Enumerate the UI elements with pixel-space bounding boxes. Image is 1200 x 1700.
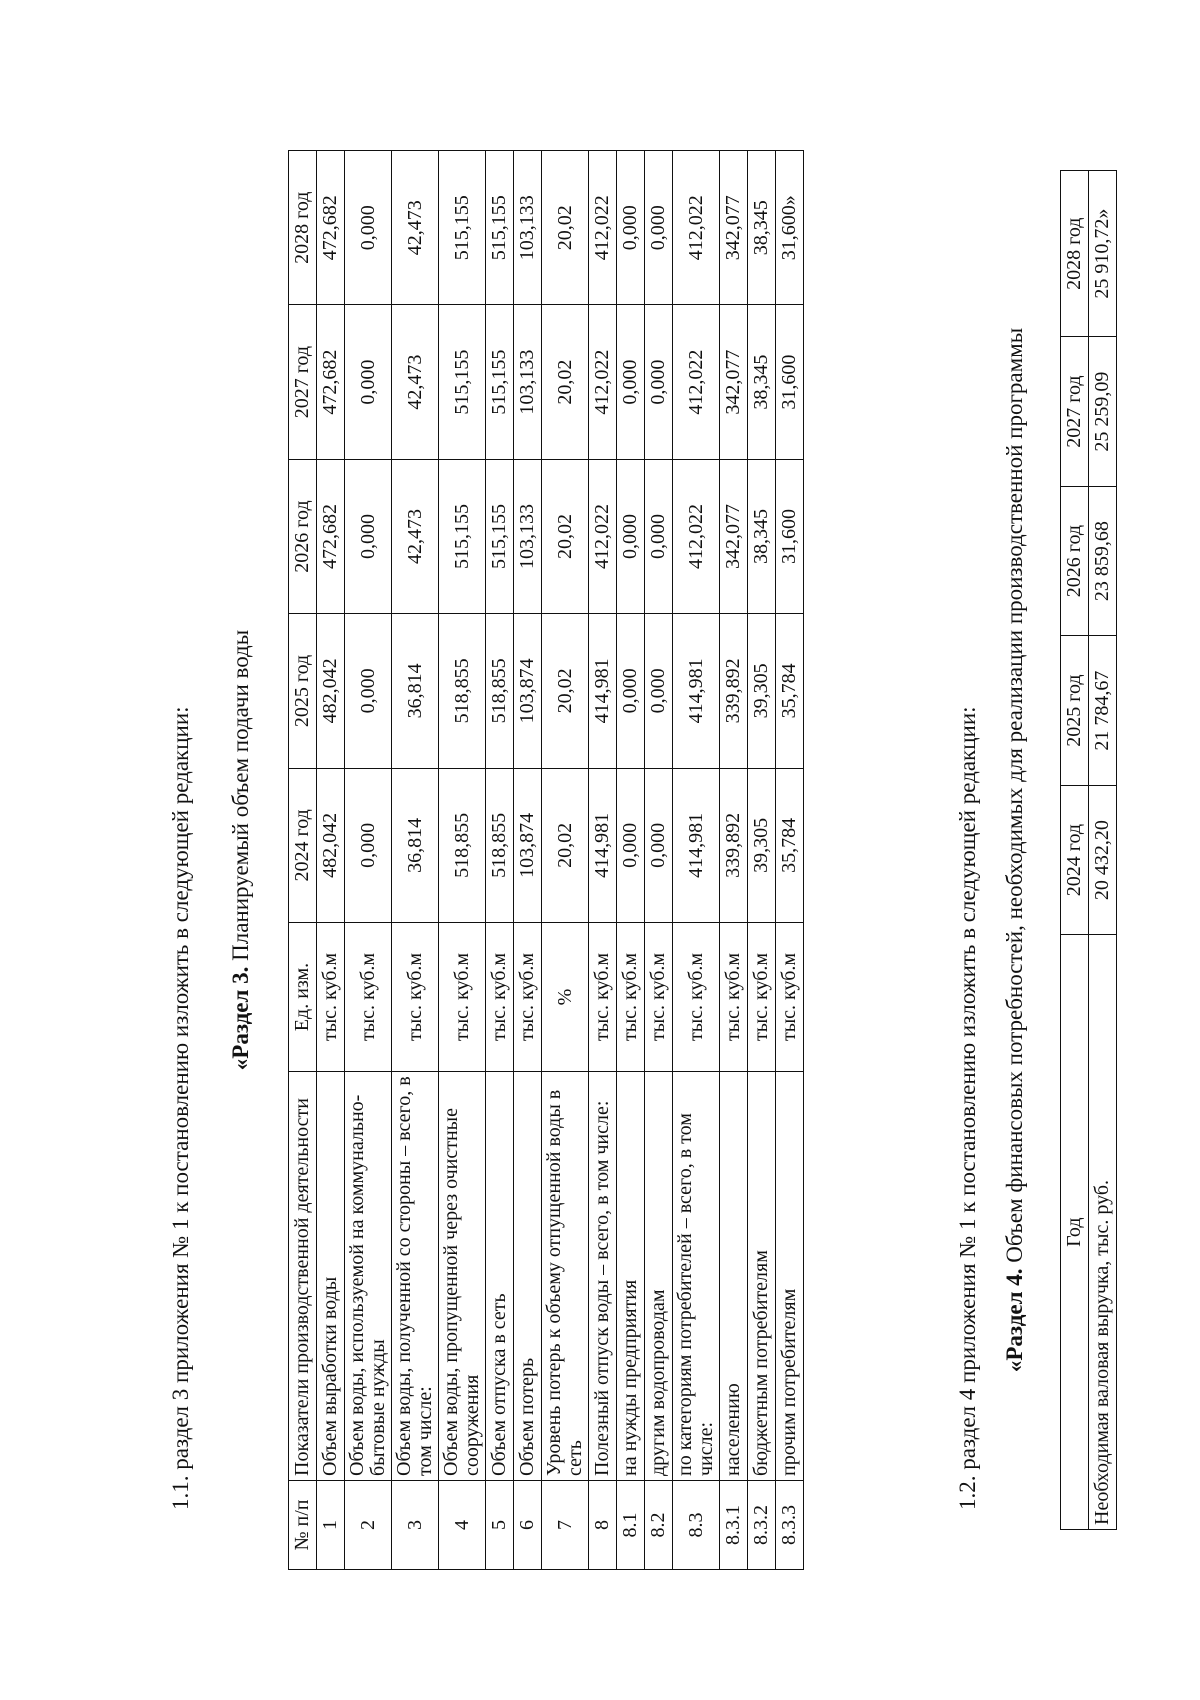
value-cell: 342,077 bbox=[720, 305, 748, 459]
row-number: 8.3.3 bbox=[776, 1481, 804, 1570]
row-unit: тыс. куб.м bbox=[345, 923, 392, 1072]
value-cell: 20,02 bbox=[542, 459, 589, 613]
table-header-row bbox=[289, 151, 317, 1570]
table-row bbox=[486, 151, 514, 1570]
row-number: 8 bbox=[589, 1481, 617, 1570]
value-cell: 0,000 bbox=[345, 305, 392, 459]
row-name: Уровень потерь к объему отпущенной воды в сеть bbox=[542, 1072, 589, 1481]
row-name: прочим потребителям bbox=[776, 1072, 804, 1481]
value-cell: 103,874 bbox=[514, 614, 542, 768]
row-name: Объем воды, пропущенной через очистные сооружения bbox=[439, 1072, 486, 1481]
row-number: 3 bbox=[392, 1481, 439, 1570]
value-cell: 518,855 bbox=[439, 614, 486, 768]
value-cell: 515,155 bbox=[439, 151, 486, 305]
row-number: 2 bbox=[345, 1481, 392, 1570]
header-cell: 2027 год bbox=[1061, 337, 1089, 487]
value-cell: 472,682 bbox=[317, 459, 345, 613]
row-number: 8.3.2 bbox=[748, 1481, 776, 1570]
value-cell: 35,784 bbox=[776, 768, 804, 922]
value-cell: 103,874 bbox=[514, 768, 542, 922]
row-label: Необходимая валовая выручка, тыс. руб. bbox=[1089, 935, 1117, 1530]
header-cell: 2028 год bbox=[1061, 171, 1089, 337]
value-cell: 35,784 bbox=[776, 614, 804, 768]
value-cell: 0,000 bbox=[645, 459, 673, 613]
water-supply-table bbox=[288, 150, 804, 1570]
value-cell: 412,022 bbox=[673, 305, 720, 459]
row-name: на нужды предприятия bbox=[617, 1072, 645, 1481]
value-cell: 42,473 bbox=[392, 459, 439, 613]
row-name: другим водопроводам bbox=[645, 1072, 673, 1481]
header-cell: 2025 год bbox=[1061, 636, 1089, 786]
value-cell: 0,000 bbox=[345, 459, 392, 613]
row-number: 8.3 bbox=[673, 1481, 720, 1570]
value-cell: 0,000 bbox=[645, 614, 673, 768]
row-unit: тыс. куб.м bbox=[617, 923, 645, 1072]
value-cell: 412,022 bbox=[673, 151, 720, 305]
value-cell: 42,473 bbox=[392, 305, 439, 459]
table-row bbox=[345, 151, 392, 1570]
value-cell: 342,077 bbox=[720, 151, 748, 305]
value-cell: 472,682 bbox=[317, 305, 345, 459]
table-row bbox=[514, 151, 542, 1570]
value-cell: 515,155 bbox=[486, 305, 514, 459]
value-cell: 515,155 bbox=[486, 151, 514, 305]
section-3-title bbox=[228, 70, 254, 1630]
header-cell: Показатели производственной деятельности bbox=[289, 1072, 317, 1481]
value-cell: 412,022 bbox=[589, 151, 617, 305]
row-name: Полезный отпуск воды – всего, в том числе: bbox=[589, 1072, 617, 1481]
value-cell: 0,000 bbox=[617, 614, 645, 768]
value-cell: 103,133 bbox=[514, 459, 542, 613]
header-cell: Ед. изм. bbox=[289, 923, 317, 1072]
value-cell: 472,682 bbox=[317, 151, 345, 305]
value-cell: 342,077 bbox=[720, 459, 748, 613]
value-cell: 20 432,20 bbox=[1089, 785, 1117, 935]
value-cell: 20,02 bbox=[542, 305, 589, 459]
value-cell: 412,022 bbox=[589, 305, 617, 459]
value-cell: 31,600 bbox=[776, 305, 804, 459]
table-row bbox=[317, 151, 345, 1570]
value-cell: 0,000 bbox=[345, 614, 392, 768]
row-number: 1 bbox=[317, 1481, 345, 1570]
value-cell: 23 859,68 bbox=[1089, 486, 1117, 636]
row-name: Объем выработки воды bbox=[317, 1072, 345, 1481]
table-row bbox=[589, 151, 617, 1570]
value-cell: 518,855 bbox=[486, 768, 514, 922]
row-number: 7 bbox=[542, 1481, 589, 1570]
row-unit: тыс. куб.м bbox=[514, 923, 542, 1072]
intro-paragraph-2: 1.2. раздел 4 приложения № 1 к постановлению изложить в следующей редакции: bbox=[955, 706, 980, 1510]
section-3-title-text: Планируемый объем подачи воды bbox=[228, 629, 253, 967]
table-row bbox=[542, 151, 589, 1570]
table-row bbox=[720, 151, 748, 1570]
value-cell: 0,000 bbox=[645, 768, 673, 922]
value-cell: 0,000 bbox=[617, 305, 645, 459]
value-cell: 414,981 bbox=[673, 614, 720, 768]
section-3-title-bold: «Раздел 3. bbox=[228, 966, 253, 1071]
value-cell: 482,042 bbox=[317, 768, 345, 922]
intro-paragraph-1: 1.1. раздел 3 приложения № 1 к постановлению изложить в следующей редакции: bbox=[168, 706, 193, 1510]
table-row bbox=[673, 151, 720, 1570]
row-unit: тыс. куб.м bbox=[486, 923, 514, 1072]
value-cell: 339,892 bbox=[720, 768, 748, 922]
value-cell: 414,981 bbox=[673, 768, 720, 922]
row-number: 5 bbox=[486, 1481, 514, 1570]
row-unit: тыс. куб.м bbox=[720, 923, 748, 1072]
row-unit: тыс. куб.м bbox=[776, 923, 804, 1072]
value-cell: 20,02 bbox=[542, 768, 589, 922]
table-header-row bbox=[1061, 171, 1089, 1530]
header-cell: Год bbox=[1061, 935, 1089, 1530]
row-unit: тыс. куб.м bbox=[645, 923, 673, 1072]
row-number: 6 bbox=[514, 1481, 542, 1570]
row-number: 8.1 bbox=[617, 1481, 645, 1570]
value-cell: 412,022 bbox=[589, 459, 617, 613]
row-name: по категориям потребителей – всего, в том числе: bbox=[673, 1072, 720, 1481]
header-cell: 2026 год bbox=[1061, 486, 1089, 636]
financial-needs-table bbox=[1060, 170, 1117, 1530]
value-cell: 0,000 bbox=[617, 151, 645, 305]
value-cell: 38,345 bbox=[748, 151, 776, 305]
value-cell: 31,600» bbox=[776, 151, 804, 305]
header-cell: 2024 год bbox=[1061, 785, 1089, 935]
row-name: Объем воды, полученной со стороны – всего, в том числе: bbox=[392, 1072, 439, 1481]
value-cell: 0,000 bbox=[617, 768, 645, 922]
value-cell: 31,600 bbox=[776, 459, 804, 613]
value-cell: 25 910,72» bbox=[1089, 171, 1117, 337]
row-unit: тыс. куб.м bbox=[392, 923, 439, 1072]
row-unit: тыс. куб.м bbox=[748, 923, 776, 1072]
header-cell: 2027 год bbox=[289, 305, 317, 459]
value-cell: 38,345 bbox=[748, 459, 776, 613]
row-name: Объем потерь bbox=[514, 1072, 542, 1481]
value-cell: 42,473 bbox=[392, 151, 439, 305]
value-cell: 39,305 bbox=[748, 768, 776, 922]
row-number: 8.2 bbox=[645, 1481, 673, 1570]
value-cell: 38,345 bbox=[748, 305, 776, 459]
table-row bbox=[776, 151, 804, 1570]
row-number: 4 bbox=[439, 1481, 486, 1570]
table-row bbox=[1089, 171, 1117, 1530]
row-name: бюджетным потребителям bbox=[748, 1072, 776, 1481]
header-cell: 2026 год bbox=[289, 459, 317, 613]
value-cell: 518,855 bbox=[486, 614, 514, 768]
section-4-title-text: Объем финансовых потребностей, необходимых для реализации производственной программы bbox=[1002, 327, 1027, 1269]
value-cell: 515,155 bbox=[486, 459, 514, 613]
table-row bbox=[392, 151, 439, 1570]
value-cell: 0,000 bbox=[345, 768, 392, 922]
value-cell: 0,000 bbox=[617, 459, 645, 613]
row-name: населению bbox=[720, 1072, 748, 1481]
row-unit: тыс. куб.м bbox=[589, 923, 617, 1072]
row-unit: % bbox=[542, 923, 589, 1072]
value-cell: 0,000 bbox=[645, 151, 673, 305]
value-cell: 0,000 bbox=[645, 305, 673, 459]
value-cell: 36,814 bbox=[392, 768, 439, 922]
value-cell: 482,042 bbox=[317, 614, 345, 768]
row-unit: тыс. куб.м bbox=[439, 923, 486, 1072]
header-cell: 2028 год bbox=[289, 151, 317, 305]
value-cell: 339,892 bbox=[720, 614, 748, 768]
section-4-title bbox=[1002, 70, 1028, 1630]
value-cell: 103,133 bbox=[514, 151, 542, 305]
row-unit: тыс. куб.м bbox=[317, 923, 345, 1072]
value-cell: 0,000 bbox=[345, 151, 392, 305]
value-cell: 20,02 bbox=[542, 151, 589, 305]
value-cell: 414,981 bbox=[589, 768, 617, 922]
header-cell: № п/п bbox=[289, 1481, 317, 1570]
row-number: 8.3.1 bbox=[720, 1481, 748, 1570]
value-cell: 515,155 bbox=[439, 459, 486, 613]
section-4-title-bold: «Раздел 4. bbox=[1002, 1268, 1027, 1373]
row-name: Объем воды, используемой на коммунально-бытовые нужды bbox=[345, 1072, 392, 1481]
table-row bbox=[748, 151, 776, 1570]
header-cell: 2024 год bbox=[289, 768, 317, 922]
value-cell: 103,133 bbox=[514, 305, 542, 459]
row-name: Объем отпуска в сеть bbox=[486, 1072, 514, 1481]
value-cell: 515,155 bbox=[439, 305, 486, 459]
value-cell: 39,305 bbox=[748, 614, 776, 768]
table-row bbox=[645, 151, 673, 1570]
header-cell: 2025 год bbox=[289, 614, 317, 768]
value-cell: 21 784,67 bbox=[1089, 636, 1117, 786]
value-cell: 20,02 bbox=[542, 614, 589, 768]
table-row bbox=[617, 151, 645, 1570]
value-cell: 518,855 bbox=[439, 768, 486, 922]
value-cell: 36,814 bbox=[392, 614, 439, 768]
value-cell: 414,981 bbox=[589, 614, 617, 768]
value-cell: 412,022 bbox=[673, 459, 720, 613]
value-cell: 25 259,09 bbox=[1089, 337, 1117, 487]
row-unit: тыс. куб.м bbox=[673, 923, 720, 1072]
table-row bbox=[439, 151, 486, 1570]
